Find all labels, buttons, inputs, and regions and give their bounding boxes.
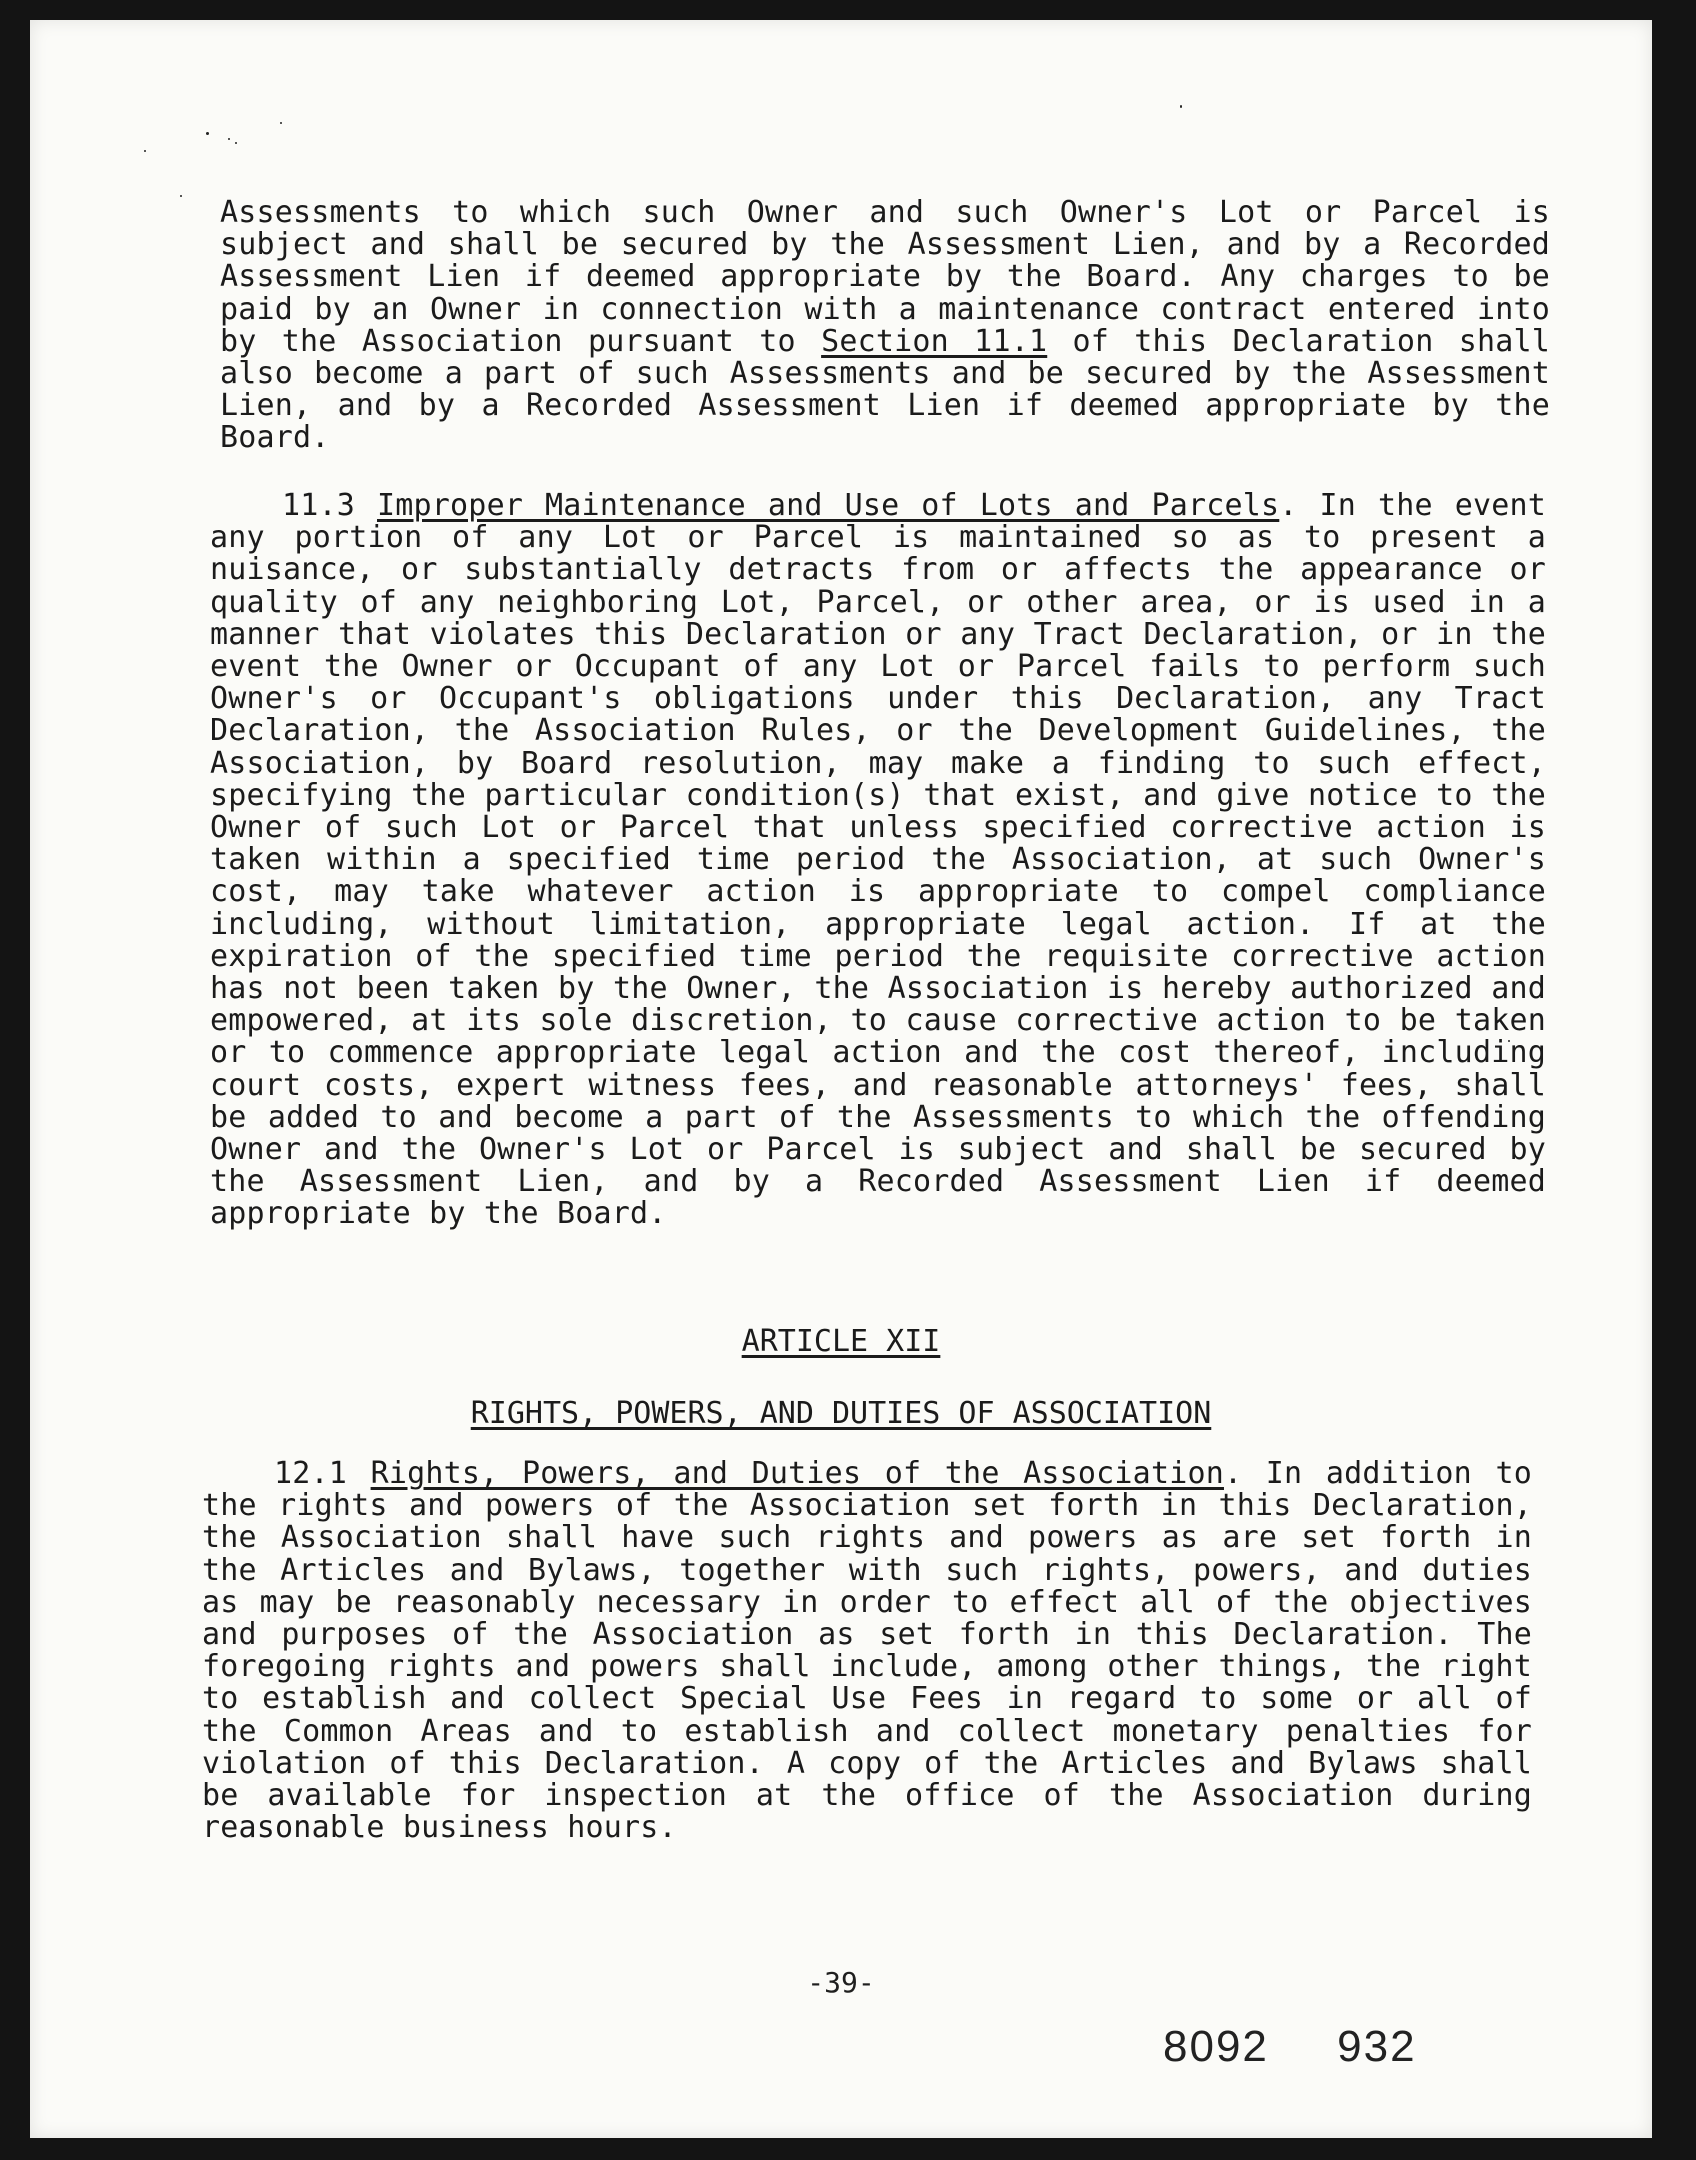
- paragraph-text: of this Declaration shall also become a part of such Assessments and be secured by the Assessment Lien, and by a Recorded Assessment Lien if deemed appropriate by the Board.: [220, 323, 1551, 456]
- paragraph-12-1: [202, 1458, 1532, 1844]
- recording-number-right: 932: [1337, 2022, 1417, 2071]
- recording-number: [1163, 2022, 1417, 2072]
- paragraph-text: Assessments to which such Owner and such Owner's Lot or Parcel is subject and shall be secured by the Assessment Lien, and by a Recorded Assessment Lien if deemed appropriate by the Board. Any charges to be paid by an Owner in connection with a maintenance contract entered into by the Association pursuant to: [220, 195, 1550, 359]
- section-body: In the event any portion of any Lot or Parcel is maintained so as to present a nuisance, or substantially detracts from or affects the appearance or quality of any neighboring Lot, Parcel, or other area, or is used in a manner that violates this Declaration or any Tract Declaration, or in the event the Owner or Occupant of any Lot or Parcel fails to perform such Owner's or Occupant's obligations under this Declaration, any Tract Declaration, the Association Rules, or the Development Guidelines, the Association, by Board resolution, may make a finding to such effect, specifying the particular condition(s) that exist, and give notice to the Owner of such Lot or Parcel that unless specified corrective action is taken within a specified time period the Association, at such Owner's cost, may take whatever action is appropriate to compel compliance including, without limitation, appropriate legal action. If at the expiration of the specified time period the requisite corrective action has not been taken by the Owner, the Association is hereby authorized and empowered, at its sole discretion, to cause corrective action to be taken or to commence appropriate legal action and the cost thereof, including court costs, expert witness fees, and reasonable attorneys' fees, shall be added to and become a part of the Assessments to which the offending Owner and the Owner's Lot or Parcel is subject and shall be secured by the Assessment Lien, and by a Recorded Assessment Lien if deemed appropriate by the Board.: [210, 488, 1547, 1232]
- section-body: In addition to the rights and powers of the Association set forth in this Declaration, the Association shall have such rights and powers as are set forth in the Articles and Bylaws, together with such rights, powers, and duties as may be reasonably necessary in order to effect all of the objectives and purposes of the Association as set forth in this Declaration. The foregoing rights and powers shall include, among other things, the right to establish and collect Special Use Fees in regard to some or all of the Common Areas and to establish and collect monetary penalties for violation of this Declaration. A copy of the Articles and Bylaws shall be available for inspection at the office of the Association during reasonable business hours.: [202, 1456, 1532, 1846]
- recording-number-left: 8092: [1163, 2022, 1269, 2071]
- scan-speck: [144, 150, 146, 152]
- heading-period: .: [1279, 488, 1298, 523]
- section-reference: Section 11.1: [821, 323, 1048, 359]
- scan-speck: [228, 138, 230, 140]
- paragraph-assessments-continued: [220, 197, 1550, 455]
- scan-speck: [280, 122, 282, 124]
- document-page: [30, 20, 1652, 2138]
- heading-period: .: [1223, 1456, 1243, 1491]
- scan-speck: [235, 142, 237, 144]
- section-heading: Rights, Powers, and Duties of the Association: [370, 1456, 1224, 1491]
- scan-speck: [206, 132, 209, 135]
- section-number: 12.1: [274, 1456, 348, 1491]
- article-title: RIGHTS, POWERS, AND DUTIES OF ASSOCIATION: [470, 1396, 1212, 1431]
- section-number: 11.3: [282, 488, 356, 523]
- article-heading: ARTICLE XII: [741, 1324, 941, 1359]
- scan-speck: [1180, 105, 1182, 108]
- page-number: -39-: [807, 1966, 875, 1999]
- scan-speck: [180, 195, 182, 197]
- section-heading: Improper Maintenance and Use of Lots and Parcels: [377, 488, 1280, 523]
- paragraph-11-3: [210, 490, 1546, 1231]
